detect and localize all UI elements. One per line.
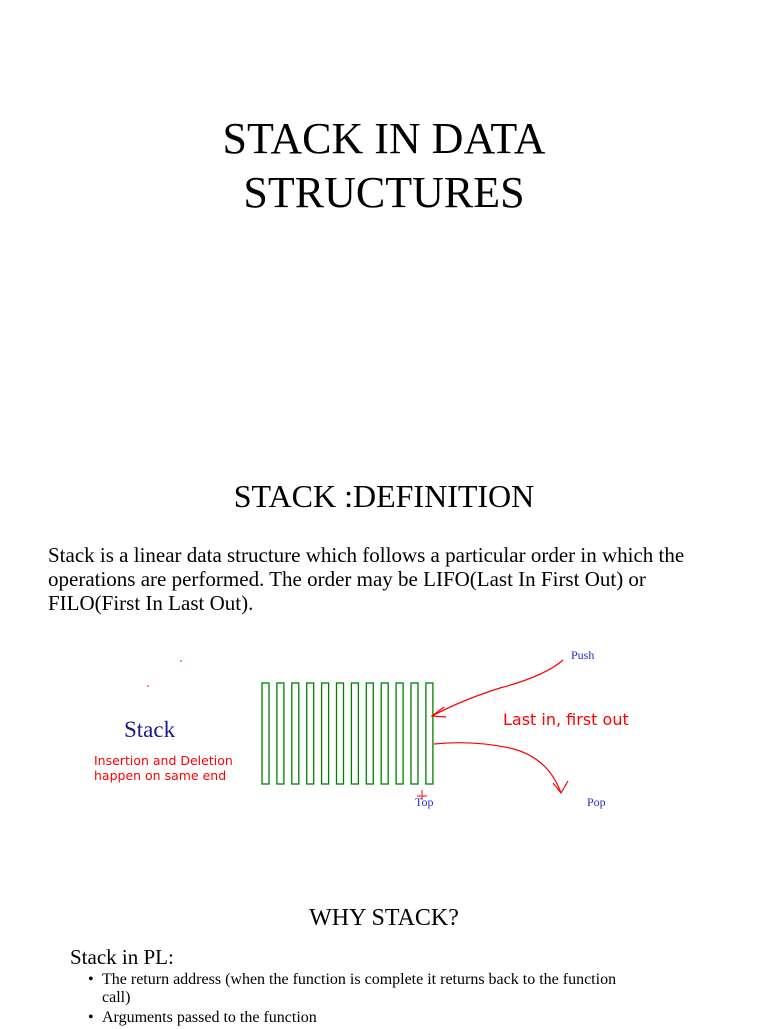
top-label: Top — [415, 795, 434, 809]
stack-bar — [351, 683, 358, 784]
stack-bar — [322, 683, 329, 784]
stack-bars — [262, 683, 433, 784]
stack-bar — [426, 683, 433, 784]
pop-label: Pop — [587, 795, 606, 809]
stack-bar — [307, 683, 314, 784]
pop-arrow — [434, 743, 561, 793]
list-item: • Arguments passed to the function — [86, 1009, 646, 1027]
push-label: Push — [571, 648, 595, 662]
stack-bar — [366, 683, 373, 784]
stack-bar — [262, 683, 269, 784]
slide-title-line-1: STACK IN DATA — [222, 114, 546, 163]
lifo-label: Last in, first out — [503, 710, 629, 729]
stray-dot — [147, 685, 149, 687]
stack-bar — [411, 683, 418, 784]
stack-label: Stack — [124, 717, 176, 742]
why-heading: WHY STACK? — [309, 905, 459, 931]
note-line-2: happen on same end — [94, 768, 227, 783]
push-arrow — [432, 660, 563, 716]
stack-diagram — [0, 640, 768, 820]
stack-bar — [277, 683, 284, 784]
stack-bar — [292, 683, 299, 784]
note-line-1: Insertion and Deletion — [94, 753, 233, 768]
stack-bar — [337, 683, 344, 784]
reasons-list — [86, 971, 646, 1029]
list-item: • The return address (when the function is complete it returns back to the function call) — [86, 971, 646, 1007]
slide-title — [0, 112, 768, 220]
stack-in-pl-heading: Stack in PL: — [70, 945, 174, 969]
stack-bar — [396, 683, 403, 784]
stack-bar — [381, 683, 388, 784]
definition-text: Stack is a linear data structure which follows a particular order in which the operations are performed. The order may be LIFO(Last In First Out) or FILO(First In Last Out). — [48, 543, 685, 615]
slide-title-line-2: STRUCTURES — [243, 168, 525, 217]
definition-heading: STACK :DEFINITION — [233, 478, 535, 514]
stray-dot — [180, 660, 182, 662]
